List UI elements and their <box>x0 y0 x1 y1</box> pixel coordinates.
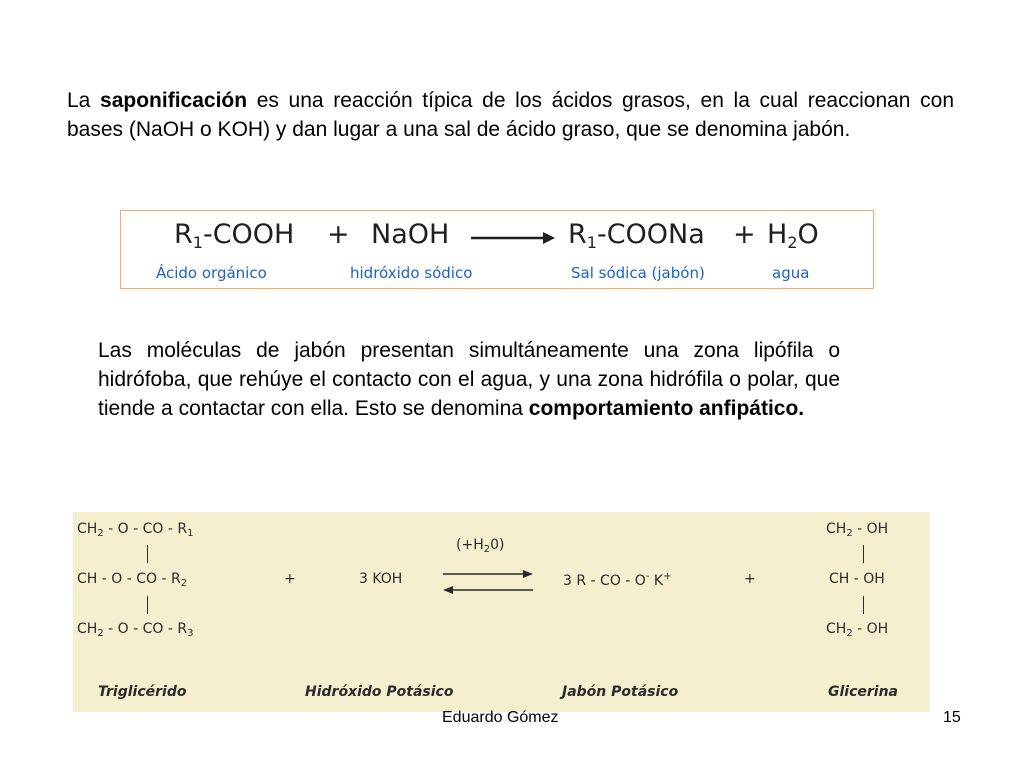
glycerol-row-1: $CH_2$ - OH <box>826 521 889 539</box>
water-condition: $(+H_20)$ <box>456 537 505 555</box>
label-potassium-soap: Jabón Potásico <box>562 684 679 700</box>
plus-sign-1: + <box>327 219 350 250</box>
intro-paragraph <box>67 86 954 144</box>
intro-rest: es una reacción típica de los ácidos grasos, en la cual reaccionan con bases (NaOH o KOH) y dan lugar a una sal de ácido graso, que se denomina jabón. <box>67 89 954 141</box>
potassium-soap: 3 R - CO - O- K+ <box>563 571 672 589</box>
bond-line <box>147 545 148 563</box>
equilibrium-arrows-icon <box>441 566 535 598</box>
koh-reactant: 3 KOH <box>359 571 403 587</box>
product-water: $H_2O$ <box>767 219 819 252</box>
glycerol-row-2: CH - OH <box>829 571 885 587</box>
reactant-naoh: NaOH <box>371 219 450 250</box>
bond-line <box>147 596 148 614</box>
plus-sign-4: + <box>744 571 756 587</box>
amphipathic-term: comportamiento anfipático. <box>528 397 805 420</box>
reactant-acid: $R_1$-COOH <box>174 219 295 252</box>
intro-prefix: La <box>67 89 101 112</box>
label-triglyceride: Triglicérido <box>98 684 187 700</box>
koh-reaction-box <box>73 512 930 712</box>
plus-sign-3: + <box>284 571 296 587</box>
plus-sign-2: + <box>733 219 756 250</box>
footer-author: Eduardo Gómez <box>442 709 559 726</box>
label-sodium-hydroxide: hidróxido sódico <box>350 264 473 282</box>
bond-line <box>863 545 864 563</box>
amphipathic-text: Las moléculas de jabón presentan simultáneamente una zona lipófila o hidrófoba, que rehúye el contacto con el agua, y una zona hidrófila o polar, que tiende a contactar con ella. Esto se denomina <box>98 339 840 420</box>
slide-number: 15 <box>943 709 961 726</box>
triglyceride-row-1: $CH_2$ - O - CO - $R_1$ <box>77 521 194 539</box>
amphipathic-paragraph <box>98 336 840 423</box>
saponification-term: saponificación <box>100 89 248 112</box>
label-organic-acid: Ácido orgánico <box>156 264 267 282</box>
label-water: agua <box>772 264 810 282</box>
glycerol-row-3: $CH_2$ - OH <box>826 621 889 639</box>
naoh-reaction-box <box>120 210 874 289</box>
label-sodium-salt: Sal sódica (jabón) <box>571 264 705 282</box>
triglyceride-row-3: $CH_2$ - O - CO - $R_3$ <box>77 621 194 639</box>
label-potassium-hydroxide: Hidróxido Potásico <box>305 684 454 700</box>
product-salt: $R_1$-COONa <box>568 219 705 252</box>
triglyceride-row-2: CH - O - CO - $R_2$ <box>77 571 188 589</box>
reaction-arrow-icon <box>471 231 555 245</box>
label-glycerol: Glicerina <box>828 684 898 700</box>
bond-line <box>863 596 864 614</box>
